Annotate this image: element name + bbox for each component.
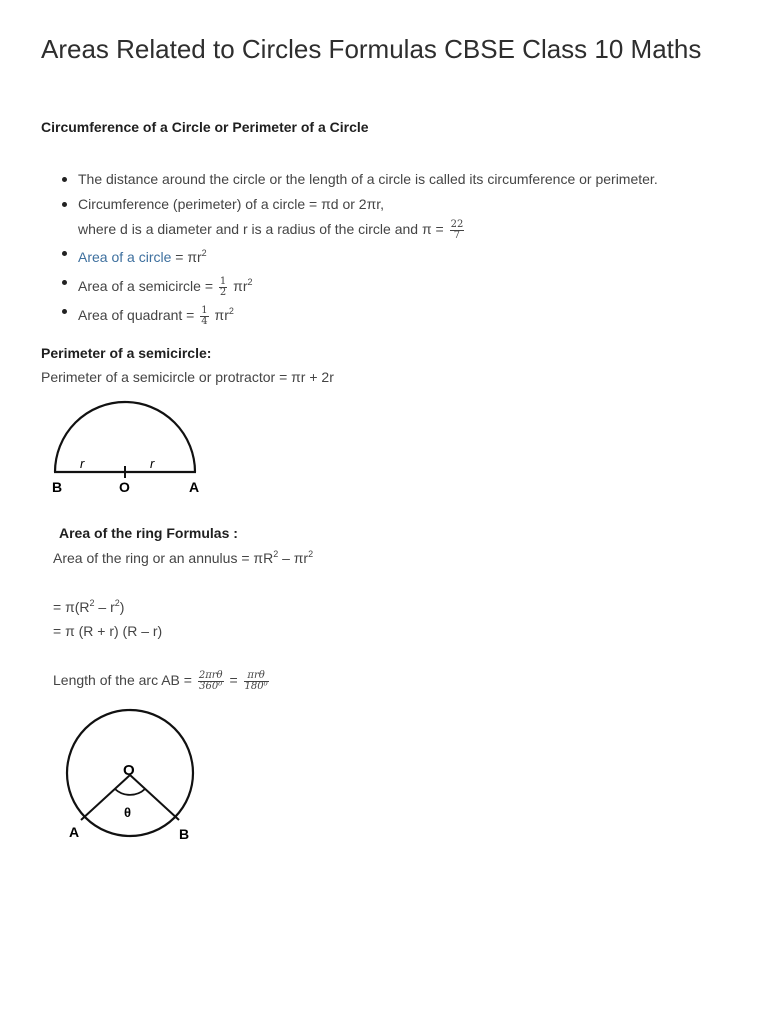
arc-length-formula: Length of the arc AB = $\frac{\text{2πrθ}}{\text{360⁰}}$ = $\frac{\text{πrθ}}{\text{180⁰}}$ bbox=[53, 670, 268, 692]
arc-fraction-360: $\frac{\text{2πrθ}}{\text{360⁰}}$ bbox=[198, 670, 223, 692]
list-item: Circumference (perimeter) of a circle = πd or 2πr, where d is a diameter and r is a radius of the circle and π = $\frac{22}{7}$ bbox=[60, 192, 658, 241]
circle-sector-diagram bbox=[55, 703, 205, 851]
ring-formula: Area of the ring or an annulus = $\pi R^2 - \pi r^2$ bbox=[53, 549, 314, 566]
ring-formula-step2: = π (R + r) (R – r) bbox=[53, 623, 163, 639]
list-item: Area of a semicircle = $\frac{1}{2}$ $\pi r^2$ bbox=[60, 270, 658, 299]
semicircle-formula: Perimeter of a semicircle or protractor = πr + 2r bbox=[41, 369, 334, 385]
theta-label: θ bbox=[124, 805, 132, 820]
bullet-icon bbox=[62, 280, 67, 285]
point-a-label: A bbox=[189, 479, 200, 495]
point-a-label: A bbox=[69, 824, 80, 840]
radius-label: r bbox=[80, 456, 85, 471]
list-item: The distance around the circle or the length of a circle is called its circumference or perimeter. bbox=[60, 167, 658, 192]
ring-heading: Area of the ring Formulas : bbox=[59, 525, 238, 541]
center-o-label: O bbox=[123, 762, 135, 779]
area-of-circle-link[interactable]: Area of a circle bbox=[78, 249, 172, 265]
pi-fraction: $\frac{22}{7}$ bbox=[450, 218, 464, 241]
point-b-label: B bbox=[52, 479, 63, 495]
semicircle-heading: Perimeter of a semicircle: bbox=[41, 345, 212, 361]
page-title: Areas Related to Circles Formulas CBSE Class 10 Maths bbox=[41, 34, 702, 64]
list-item: Area of quadrant = $\frac{1}{4}$ $\pi r^2$ bbox=[60, 299, 658, 328]
circumference-heading: Circumference of a Circle or Perimeter of a Circle bbox=[41, 119, 369, 135]
quarter-fraction: $\frac{1}{4}$ bbox=[201, 304, 208, 327]
point-b-label: B bbox=[179, 826, 190, 842]
list-item: Area of a circle = $\pi r^2$ bbox=[60, 241, 658, 270]
formula-list bbox=[60, 167, 658, 328]
semicircle-diagram bbox=[50, 390, 210, 500]
bullet-icon bbox=[62, 251, 67, 256]
radius-label: r bbox=[150, 456, 155, 471]
half-fraction: $\frac{1}{2}$ bbox=[219, 275, 227, 298]
arc-fraction-180: $\frac{\text{πrθ}}{\text{180⁰}}$ bbox=[244, 670, 268, 692]
bullet-icon bbox=[62, 309, 67, 314]
point-o-label: O bbox=[119, 479, 130, 495]
bullet-icon bbox=[62, 177, 67, 182]
ring-formula-step1: = $\pi(R^2 - r^2)$ bbox=[53, 598, 125, 615]
bullet-icon bbox=[62, 202, 67, 207]
